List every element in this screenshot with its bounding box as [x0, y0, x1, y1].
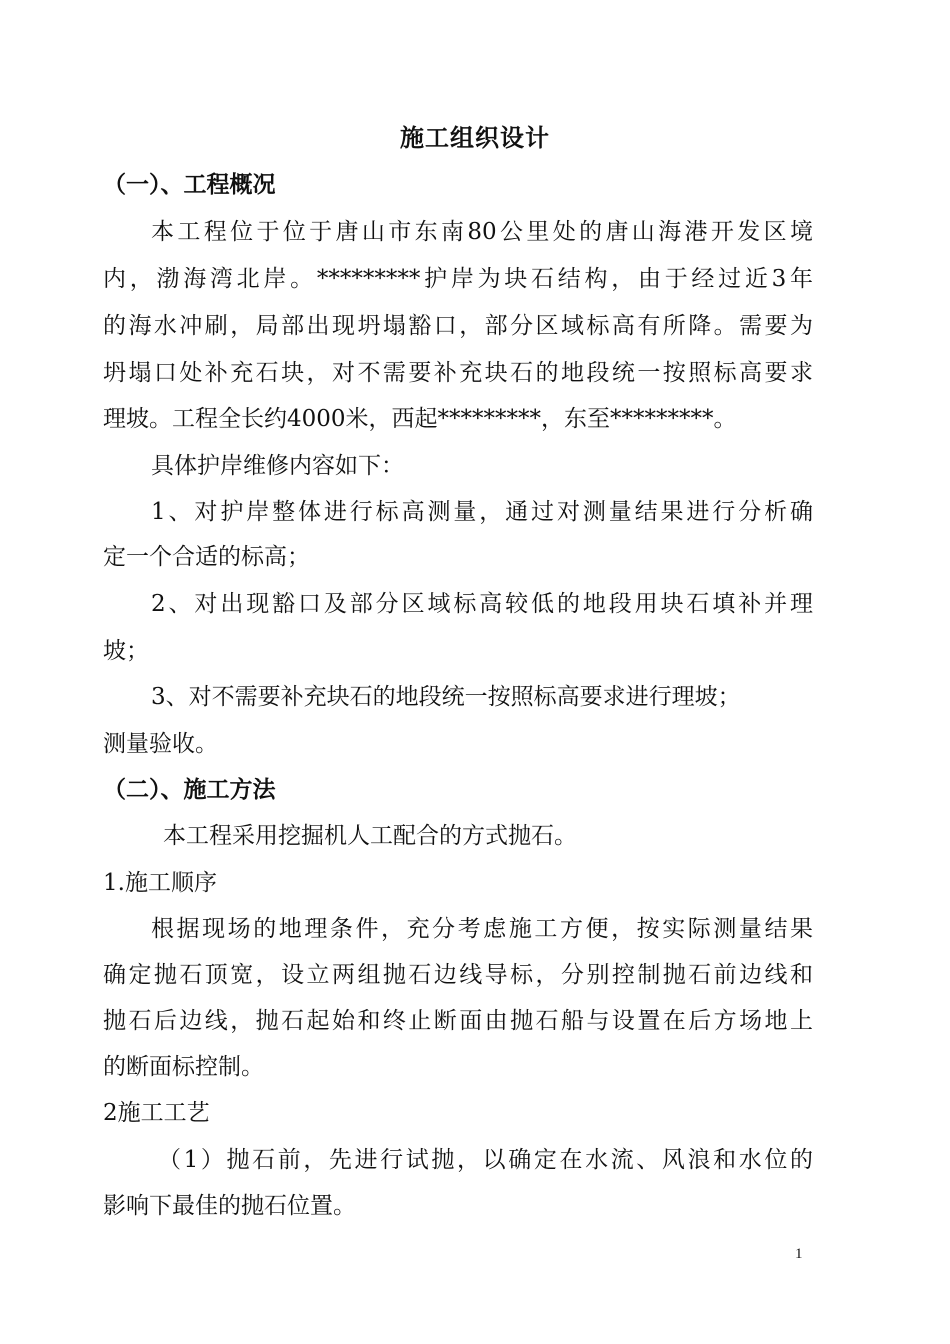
list-item-line: 2、对出现豁口及部分区域标高较低的地段用块石填补并理	[151, 591, 813, 617]
paragraph-line: 理坡。工程全长约4000米，西起*********，东至*********。	[103, 406, 737, 432]
paragraph-line: 内，渤海湾北岸。*********护岸为块石结构，由于经过近3年	[103, 266, 813, 292]
paragraph-line: 的断面标控制。	[103, 1054, 264, 1080]
paragraph-line: 本工程位于位于唐山市东南80公里处的唐山海港开发区境	[151, 219, 813, 245]
list-item-line: 定一个合适的标高；	[103, 544, 310, 570]
subheading-sequence: 1.施工顺序	[103, 870, 217, 896]
paragraph-line: 本工程采用挖掘机人工配合的方式抛石。	[163, 823, 577, 849]
list-item-line: 测量验收。	[103, 731, 218, 757]
paragraph-line: 确定抛石顶宽，设立两组抛石边线导标，分别控制抛石前边线和	[103, 962, 813, 988]
page-number: 1	[795, 1246, 803, 1262]
paragraph-line: 影响下最佳的抛石位置。	[103, 1193, 356, 1219]
paragraph-line: （1）抛石前，先进行试抛，以确定在水流、风浪和水位的	[158, 1147, 813, 1173]
paragraph-line: 坍塌口处补充石块，对不需要补充块石的地段统一按照标高要求	[103, 360, 813, 386]
list-item-line: 坡；	[103, 638, 149, 664]
list-item-line: 1、对护岸整体进行标高测量，通过对测量结果进行分析确	[151, 499, 813, 525]
list-item-line: 3、对不需要补充块石的地段统一按照标高要求进行理坡；	[151, 684, 741, 710]
section-heading-method: （二）、施工方法	[103, 776, 276, 803]
subheading-process: 2施工工艺	[103, 1100, 210, 1126]
paragraph-line: 的海水冲刷，局部出现坍塌豁口，部分区域标高有所降。需要为	[103, 313, 813, 339]
paragraph-line: 根据现场的地理条件，充分考虑施工方便，按实际测量结果	[151, 916, 813, 942]
paragraph-line: 抛石后边线，抛石起始和终止断面由抛石船与设置在后方场地上	[103, 1008, 813, 1034]
document-title: 施工组织设计	[400, 124, 550, 152]
section-heading-overview: （一）、工程概况	[103, 171, 276, 198]
paragraph-line: 具体护岸维修内容如下：	[151, 453, 404, 479]
